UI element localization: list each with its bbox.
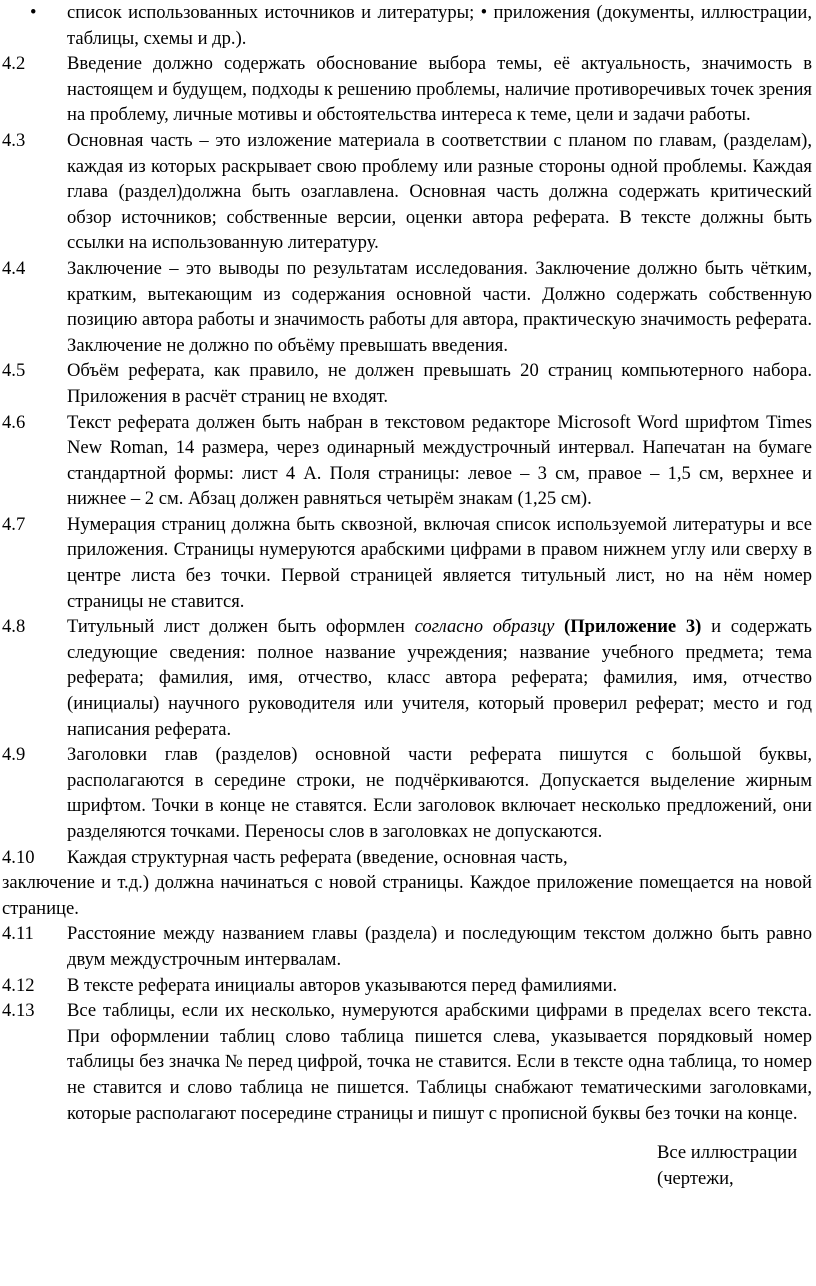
item-4-10 — [2, 845, 812, 922]
item-text: Все таблицы, если их несколько, нумеруются арабскими цифрами в пределах всего текста. При оформлении таблиц слово таблица пишется слева, указывается порядковый номер таблицы без значка № перед цифрой, точка не ставится. Если в тексте одна таблица, то номер не ставится и слово таблица не пишется. Таблицы снабжают тематическими заголовками, которые располагают посередине страницы и пишут с прописной буквы без точки на конце. — [67, 1000, 812, 1124]
item-number: 4.4 — [2, 257, 26, 279]
item-4-12 — [2, 973, 812, 999]
item-text: В тексте реферата инициалы авторов указываются перед фамилиями. — [67, 974, 618, 996]
item-4-6 — [2, 410, 812, 512]
illustrations-paragraph-start — [657, 1140, 812, 1191]
item-4-8 — [2, 614, 812, 742]
item-text: Введение должно содержать обоснование выбора темы, её актуальность, значимость в настоящем и будущем, подходы к решению проблемы, наличие противоречивых точек зрения на проблему, личные мотивы и обстоятельства интереса к теме, цели и задачи работы. — [67, 53, 812, 126]
item-number: 4.2 — [2, 53, 26, 75]
tail-line: Все иллюстрации — [657, 1142, 798, 1164]
tail-line: (чертежи, — [657, 1167, 734, 1189]
item-number: 4.13 — [2, 1000, 35, 1022]
item-text: Каждая структурная часть реферата (введение, основная часть, — [67, 846, 568, 868]
item-text-after: и содержать следующие сведения: полное название учреждения; название учебного предмета; тема реферата; фамилия, имя, отчество, класс автора реферата; фамилия, имя, отчество (инициалы) научного руководителя или учителя, который проверил реферат; место и год написания реферата. — [67, 616, 812, 740]
item-text: Расстояние между названием главы (раздела) и последующим текстом должно быть равно двум междустрочным интервалам. — [67, 923, 812, 970]
item-number: 4.7 — [2, 513, 26, 535]
item-first-line — [2, 845, 812, 871]
item-4-11 — [2, 921, 812, 972]
item-number: 4.9 — [2, 744, 26, 766]
item-continuation: заключение и т.д.) должна начинаться с новой страницы. Каждое приложение помещается на новой странице. — [2, 872, 812, 919]
list-item-text: список использованных источников и литературы; • приложения (документы, иллюстрации, таблицы, схемы и др.). — [67, 2, 812, 49]
item-number: 4.3 — [2, 129, 26, 151]
item-4-7 — [2, 512, 812, 614]
item-text-before: Титульный лист должен быть оформлен — [67, 616, 415, 638]
item-4-9 — [2, 742, 812, 844]
bullet-icon: • — [30, 2, 37, 23]
item-4-5 — [2, 358, 812, 409]
item-4-4 — [2, 256, 812, 358]
item-number: 4.10 — [2, 846, 35, 868]
item-number: 4.8 — [2, 616, 26, 638]
item-4-3 — [2, 128, 812, 256]
item-number: 4.11 — [2, 923, 34, 945]
item-text-italic: согласно образцу — [414, 616, 555, 638]
item-text: Заголовки глав (разделов) основной части реферата пишутся с большой буквы, располагаются в середине строки, не подчёркиваются. Допускается выделение жирным шрифтом. Точки в конце не ставятся. Если заголовок включает несколько предложений, они разделяются точками. Переносы слов в заголовках не допускаются. — [67, 744, 812, 842]
item-text-bold: (Приложение 3) — [554, 616, 702, 638]
item-text: Основная часть – это изложение материала в соответствии с планом по главам, (разделам), каждая из которых раскрывает свою проблему или разные стороны одной проблемы. Каждая глава (раздел)должна быть озаглавлена. Основная часть должна содержать критический обзор источников; собственные версии, оценки автора реферата. В тексте должны быть ссылки на использованную литературу. — [67, 129, 812, 254]
item-text: Заключение – это выводы по результатам исследования. Заключение должно быть чётким, кратким, вытекающим из содержания основной части. Должно содержать собственную позицию автора работы и значимость работы для автора, практическую значимость реферата. Заключение не должно по объёму превышать введения. — [67, 257, 812, 356]
item-number: 4.12 — [2, 974, 35, 996]
item-4-13 — [2, 998, 812, 1126]
item-text: Текст реферата должен быть набран в текстовом редакторе Microsoft Word шрифтом Times New Roman, 14 размера, через одинарный междустрочный интервал. Напечатан на бумаге стандартной формы: лист 4 А. Поля страницы: левое – 3 см, правое – 1,5 см, верхнее и нижнее – 2 см. Абзац должен равняться четырём знакам (1,25 см). — [67, 411, 812, 510]
item-text: Объём реферата, как правило, не должен превышать 20 страниц компьютерного набора. Приложения в расчёт страниц не входят. — [67, 360, 812, 407]
item-text: Нумерация страниц должна быть сквозной, включая список используемой литературы и все приложения. Страницы нумеруются арабскими цифрами в правом нижнем углу или сверху в центре листа без точки. Первой страницей является титульный лист, но на нём номер страницы не ставится. — [67, 513, 812, 612]
item-4-2 — [2, 51, 812, 128]
item-number: 4.6 — [2, 411, 26, 433]
list-item-sources — [2, 0, 812, 51]
item-number: 4.5 — [2, 360, 26, 382]
